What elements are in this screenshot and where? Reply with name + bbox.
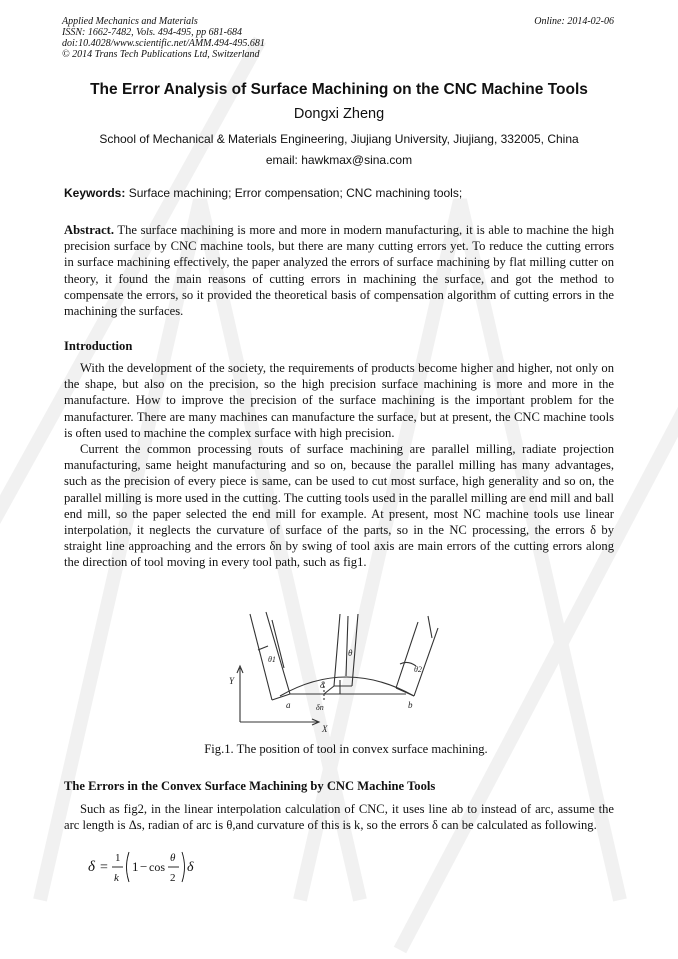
x-axis-label: X <box>322 724 328 734</box>
keywords <box>64 186 462 200</box>
issn-line: ISSN: 1662-7482, Vols. 494-495, pp 681-684 <box>62 27 242 38</box>
keywords-text: Surface machining; Error compensation; CNC machining tools; <box>125 186 463 200</box>
theta1-label: θ1 <box>268 655 276 664</box>
theta2-label: θ2 <box>414 665 422 674</box>
eq-one: 1 <box>132 859 139 874</box>
equation-delta <box>88 848 198 886</box>
theta-label: θ <box>348 648 353 658</box>
paper-title: The Error Analysis of Surface Machining on the CNC Machine Tools <box>90 81 588 98</box>
author-email: email: hawkmax@sina.com <box>265 153 413 167</box>
eq-num1: 1 <box>115 852 121 864</box>
keywords-label: Keywords: <box>64 186 126 200</box>
delta-label: δ <box>320 680 325 690</box>
point-a-label: a <box>286 700 291 710</box>
running-header <box>62 16 265 60</box>
intro-paragraph-2: Current the common processing routs of surface machining are parallel milling, radiate projection manufacturing, same height manufacturing and so on, because the parallel milling has many advantages, such as the precision of every piece is same, can be used to cut most surface, high generality and so on, the parallel milling is more used in the cutting. The cutting tools used in the parallel milling are end mill and ball end mill, so the paper selected the end mill for example. At present, most NC machine tools use linear interpolation, it neglects the curvature of surface of the parts, so in the NC processing, the errors δ by straight line approaching and the errors δn by swing of tool axis are main errors of the cutting errors along the direction of tool moving in every tool path, such as fig1. <box>64 442 614 570</box>
eq-lhs: δ <box>88 859 95 875</box>
eq-minus: − <box>140 859 148 874</box>
journal-name: Applied Mechanics and Materials <box>62 16 198 27</box>
copyright-line: © 2014 Trans Tech Publications Ltd, Switzerland <box>62 49 260 60</box>
eq-cos: cos <box>149 860 165 874</box>
figure-1 <box>228 610 460 735</box>
eq-den1: k <box>114 872 119 884</box>
online-date: Online: 2014-02-06 <box>534 16 614 27</box>
eq-num2: θ <box>170 852 176 864</box>
intro-paragraph-1: With the development of the society, the requirements of products become higher and higher, not only on the shape, but also on the precision, so the high precision surface machining is more and more in the manufacture. How to improve the precision of the surface machining is the important problem for the manufacturer. There are many machines can manufacture the surface, but at present, the CNC machine tools is often used to machine the complex surface with high precision. <box>64 361 614 440</box>
affiliation: School of Mechanical & Materials Engineering, Jiujiang University, Jiujiang, 332005, China <box>99 132 579 146</box>
delta-n-label: δn <box>316 703 324 712</box>
eq-equals: = <box>100 860 108 875</box>
section-heading-convex: The Errors in the Convex Surface Machining by CNC Machine Tools <box>64 779 436 793</box>
section-heading-introduction: Introduction <box>64 339 133 353</box>
convex-paragraph-1: Such as fig2, in the linear interpolation calculation of CNC, it uses line ab to instead of arc, assume the arc length is Δs, radian of arc is θ,and curvature of this is k, so the errors δ can be calculated as following. <box>64 802 614 833</box>
y-axis-label: Y <box>229 676 235 686</box>
figure-1-caption: Fig.1. The position of tool in convex surface machining. <box>204 742 488 756</box>
doi-line: doi:10.4028/www.scientific.net/AMM.494-495.681 <box>62 38 265 49</box>
abstract <box>64 222 614 319</box>
eq-trail: δ <box>187 860 194 875</box>
eq-den2: 2 <box>170 872 176 884</box>
author-name: Dongxi Zheng <box>293 106 385 122</box>
abstract-label: Abstract. <box>64 223 115 237</box>
abstract-text: The surface machining is more and more in modern manufacturing, it is able to machine the high precision surface by CNC machine tools, but there are many cutting errors yet. To reduce the cutting errors in surface machining effectively, the paper analyzed the errors of surface machining by flat milling cutter on theory, it found the main reasons of cutting errors in machining the surface, and got the method to compensate the errors, so it provided the theoretical basis of compensation algorithm of cutting errors in the machining the surfaces. <box>64 223 614 319</box>
point-b-label: b <box>408 700 413 710</box>
